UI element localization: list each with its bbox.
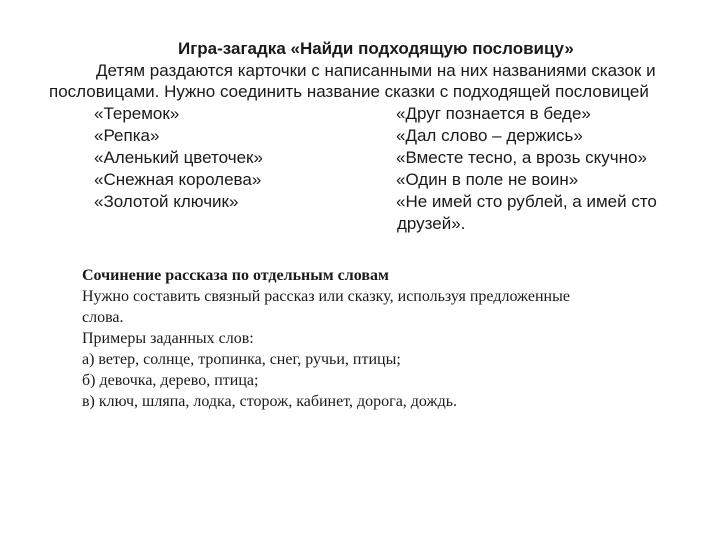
game-intro-line-2: пословицами. Нужно соединить название сказки с подходящей пословицей (49, 82, 649, 101)
tale-title: «Аленький цветочек» (94, 148, 263, 167)
tale-title: «Репка» (94, 126, 160, 145)
examples-heading: Примеры заданных слов: (82, 330, 254, 347)
word-set-example: а) ветер, солнце, тропинка, снег, ручьи, птицы; (82, 351, 401, 368)
proverbs-list (396, 103, 657, 235)
proverb: «Вместе тесно, а врозь скучно» (396, 148, 647, 167)
word-set-example: в) ключ, шляпа, лодка, сторож, кабинет, дорога, дождь. (82, 393, 458, 410)
game-title: Игра-загадка «Найди подходящую пословицу» (178, 39, 574, 58)
proverb: «Не имей сто рублей, а имей сто (396, 192, 657, 211)
essay-instruction-line-1: Нужно составить связный рассказ или сказку, используя предложенные (82, 288, 570, 305)
game-intro-line-1: Детям раздаются карточки с написанными на них названиями сказок и (96, 61, 656, 80)
tale-title: «Золотой ключик» (94, 192, 239, 211)
tale-title: «Снежная королева» (94, 170, 262, 189)
proverb-continuation: друзей». (397, 214, 466, 233)
essay-section (82, 265, 682, 412)
essay-instruction-line-2: слова. (82, 309, 124, 326)
proverb: «Дал слово – держись» (396, 126, 583, 145)
word-set-example: б) девочка, дерево, птица; (82, 372, 259, 389)
tale-title: «Теремок» (94, 104, 180, 123)
proverb-game-section (0, 0, 720, 240)
tale-titles-list (94, 103, 263, 213)
essay-title: Сочинение рассказа по отдельным словам (82, 267, 389, 284)
proverb: «Друг познается в беде» (396, 104, 591, 123)
proverb: «Один в поле не воин» (396, 170, 579, 189)
